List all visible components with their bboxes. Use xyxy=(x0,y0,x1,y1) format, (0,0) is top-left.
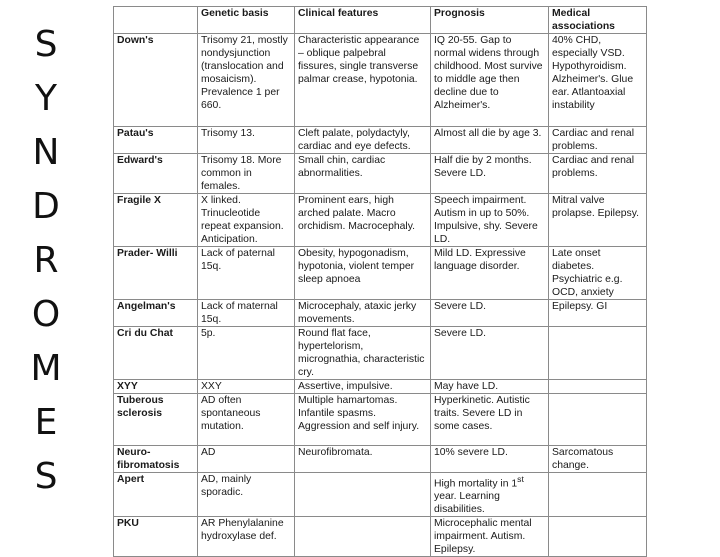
table-row xyxy=(114,127,647,154)
prognosis-cell: Mild LD. Expressive language disorder. xyxy=(431,247,549,300)
prognosis-cell: 10% severe LD. xyxy=(431,446,549,473)
syndromes-table xyxy=(113,6,647,557)
medical-associations-cell: Mitral valve prolapse. Epilepsy. xyxy=(549,194,647,247)
prognosis-cell: Half die by 2 months. Severe LD. xyxy=(431,154,549,194)
syndrome-name: Neuro- fibromatosis xyxy=(114,446,198,473)
clinical-features-cell: Cleft palate, polydactyly, cardiac and eye defects. xyxy=(295,127,431,154)
header-medical-associations: Medical associations xyxy=(549,7,647,34)
medical-associations-cell: Cardiac and renal problems. xyxy=(549,127,647,154)
table-row xyxy=(114,517,647,557)
prognosis-cell: Severe LD. xyxy=(431,327,549,380)
clinical-features-cell: Assertive, impulsive. xyxy=(295,380,431,394)
prognosis-cell: Severe LD. xyxy=(431,300,549,327)
genetic-basis-cell: Trisomy 18. More common in females. xyxy=(198,154,295,194)
genetic-basis-cell: Trisomy 13. xyxy=(198,127,295,154)
syndrome-name: Down's xyxy=(114,34,198,127)
prognosis-text-end: year. Learning disabilities. xyxy=(434,491,500,516)
prognosis-cell: Microcephalic mental impairment. Autism. Epilepsy. xyxy=(431,517,549,557)
genetic-basis-cell: AR Phenylalanine hydroxylase def. xyxy=(198,517,295,557)
title-letter: O xyxy=(31,294,61,335)
clinical-features-cell: Microcephaly, ataxic jerky movements. xyxy=(295,300,431,327)
syndrome-name: Apert xyxy=(114,473,198,517)
medical-associations-cell xyxy=(549,327,647,380)
genetic-basis-cell: AD, mainly sporadic. xyxy=(198,473,295,517)
table-row xyxy=(114,247,647,300)
clinical-features-cell: Small chin, cardiac abnormalities. xyxy=(295,154,431,194)
title-letter: M xyxy=(30,348,62,389)
title-letter: S xyxy=(34,456,58,497)
title-letter: D xyxy=(32,186,60,227)
clinical-features-cell: Neurofibromata. xyxy=(295,446,431,473)
ordinal-suffix: st xyxy=(517,474,524,484)
genetic-basis-cell: 5p. xyxy=(198,327,295,380)
table-row xyxy=(114,300,647,327)
genetic-basis-cell: Trisomy 21, mostly nondysjunction (translocation and mosaicism). Prevalence 1 per 660. xyxy=(198,34,295,127)
clinical-features-cell: Round flat face, hypertelorism, micrognathia, characteristic cry. xyxy=(295,327,431,380)
title-letter: Y xyxy=(35,78,57,119)
table-row xyxy=(114,194,647,247)
clinical-features-cell xyxy=(295,517,431,557)
table-row xyxy=(114,446,647,473)
syndrome-name: XYY xyxy=(114,380,198,394)
table-header-row xyxy=(114,7,647,34)
syndrome-name: Edward's xyxy=(114,154,198,194)
genetic-basis-cell: AD xyxy=(198,446,295,473)
clinical-features-cell: Prominent ears, high arched palate. Macro orchidism. Macrocephaly. xyxy=(295,194,431,247)
genetic-basis-cell: Lack of maternal 15q. xyxy=(198,300,295,327)
header-clinical-features: Clinical features xyxy=(295,7,431,34)
syndromes-table-container xyxy=(113,6,646,556)
header-prognosis: Prognosis xyxy=(431,7,549,34)
syndrome-name: Tuberous sclerosis xyxy=(114,394,198,446)
genetic-basis-cell: AD often spontaneous mutation. xyxy=(198,394,295,446)
header-syndrome xyxy=(114,7,198,34)
prognosis-text-start: High mortality in 1 xyxy=(434,478,518,490)
syndrome-name: Angelman's xyxy=(114,300,198,327)
genetic-basis-cell: XXY xyxy=(198,380,295,394)
medical-associations-cell: Sarcomatous change. xyxy=(549,446,647,473)
clinical-features-cell xyxy=(295,473,431,517)
medical-associations-cell: Cardiac and renal problems. xyxy=(549,154,647,194)
table-row xyxy=(114,154,647,194)
title-letter: N xyxy=(32,132,60,173)
genetic-basis-cell: X linked. Trinucleotide repeat expansion. Anticipation. xyxy=(198,194,295,247)
genetic-basis-cell: Lack of paternal 15q. xyxy=(198,247,295,300)
title-letter: E xyxy=(34,402,58,443)
table-row xyxy=(114,473,647,517)
prognosis-cell: Hyperkinetic. Autistic traits. Severe LD in some cases. xyxy=(431,394,549,446)
syndrome-name: PKU xyxy=(114,517,198,557)
syndrome-name: Prader- Willi xyxy=(114,247,198,300)
medical-associations-cell: Epilepsy. GI xyxy=(549,300,647,327)
header-genetic-basis: Genetic basis xyxy=(198,7,295,34)
syndrome-name: Cri du Chat xyxy=(114,327,198,380)
syndrome-name: Fragile X xyxy=(114,194,198,247)
syndrome-name: Patau's xyxy=(114,127,198,154)
clinical-features-cell: Multiple hamartomas. Infantile spasms. Aggression and self injury. xyxy=(295,394,431,446)
table-row xyxy=(114,327,647,380)
table-row xyxy=(114,380,647,394)
vertical-title-syndromes xyxy=(28,18,64,504)
table-row xyxy=(114,394,647,446)
clinical-features-cell: Obesity, hypogonadism, hypotonia, violent temper sleep apnoea xyxy=(295,247,431,300)
prognosis-cell: May have LD. xyxy=(431,380,549,394)
prognosis-cell: Almost all die by age 3. xyxy=(431,127,549,154)
title-letter: S xyxy=(34,24,58,65)
medical-associations-cell: Late onset diabetes. Psychiatric e.g. OCD, anxiety xyxy=(549,247,647,300)
medical-associations-cell xyxy=(549,380,647,394)
medical-associations-cell xyxy=(549,473,647,517)
medical-associations-cell xyxy=(549,394,647,446)
prognosis-cell: Speech impairment. Autism in up to 50%. Impulsive, shy. Severe LD. xyxy=(431,194,549,247)
table-row xyxy=(114,34,647,127)
prognosis-cell: IQ 20-55. Gap to normal widens through childhood. Most survive to middle age then decline due to Alzheimer's. xyxy=(431,34,549,127)
prognosis-cell xyxy=(431,473,549,517)
medical-associations-cell: 40% CHD, especially VSD. Hypothyroidism. Alzheimer's. Glue ear. Atlantoaxial instability xyxy=(549,34,647,127)
clinical-features-cell: Characteristic appearance – oblique palpebral fissures, single transverse palmar crease, hypotonia. xyxy=(295,34,431,127)
title-letter: R xyxy=(33,240,59,281)
medical-associations-cell xyxy=(549,517,647,557)
